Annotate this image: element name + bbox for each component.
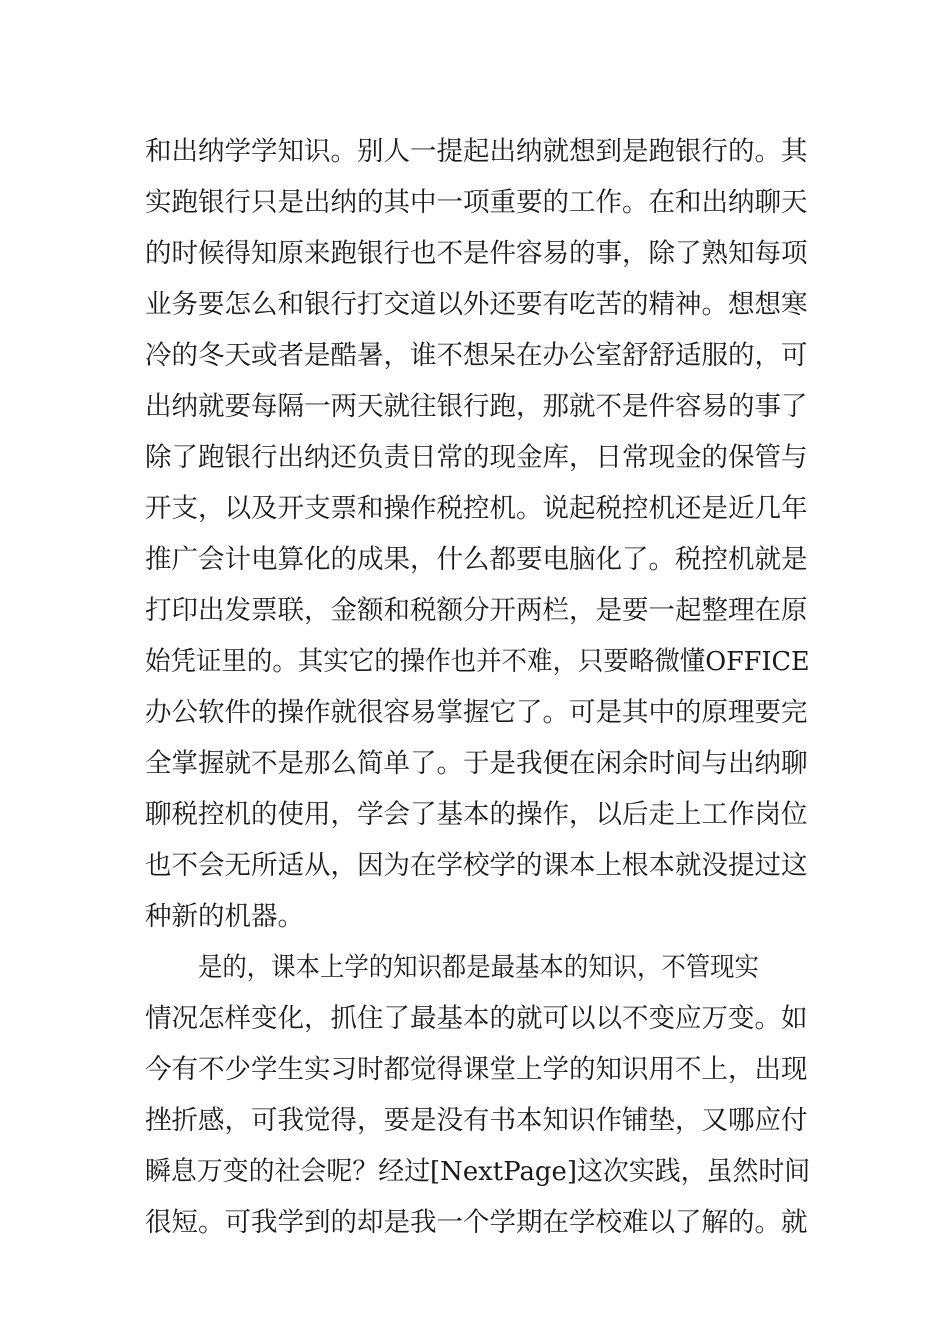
text-line: 是的，课本上学的知识都是最基本的知识，不管现实 xyxy=(198,952,759,983)
text-line: 除了跑银行出纳还负责日常的现金库，日常现金的保管与 xyxy=(145,442,808,473)
text-line: 出纳就要每隔一两天就往银行跑，那就不是件容易的事了 xyxy=(145,391,808,422)
text-line: 瞬息万变的社会呢？经过[NextPage]这次实践，虽然时间 xyxy=(145,1156,811,1187)
text-line: 推广会计电算化的成果，什么都要电脑化了。税控机就是 xyxy=(145,544,808,575)
text-line: 今有不少学生实习时都觉得课堂上学的知识用不上，出现 xyxy=(145,1054,808,1085)
text-line: 业务要怎么和银行打交道以外还要有吃苦的精神。想想寒 xyxy=(145,289,808,320)
text-line: 的时候得知原来跑银行也不是件容易的事，除了熟知每项 xyxy=(145,238,808,269)
text-line: 聊税控机的使用，学会了基本的操作，以后走上工作岗位 xyxy=(145,799,808,830)
text-line: 全掌握就不是那么简单了。于是我便在闲余时间与出纳聊 xyxy=(145,748,808,779)
text-line: 也不会无所适从，因为在学校学的课本上根本就没提过这 xyxy=(145,850,808,881)
text-line: 打印出发票联，金额和税额分开两栏，是要一起整理在原 xyxy=(145,595,808,626)
text-line: 始凭证里的。其实它的操作也并不难，只要略微懂OFFICE xyxy=(145,646,810,677)
text-line: 办公软件的操作就很容易掌握它了。可是其中的原理要完 xyxy=(145,697,808,728)
text-line: 实跑银行只是出纳的其中一项重要的工作。在和出纳聊天 xyxy=(145,187,808,218)
text-line: 和出纳学学知识。别人一提起出纳就想到是跑银行的。其 xyxy=(145,136,808,167)
text-line: 很短。可我学到的却是我一个学期在学校难以了解的。就 xyxy=(145,1207,808,1238)
text-line: 开支，以及开支票和操作税控机。说起税控机还是近几年 xyxy=(145,493,808,524)
text-line: 情况怎样变化，抓住了最基本的就可以以不变应万变。如 xyxy=(145,1003,808,1034)
text-line: 冷的冬天或者是酷暑，谁不想呆在办公室舒舒适服的，可 xyxy=(145,340,808,371)
text-line: 种新的机器。 xyxy=(145,901,304,932)
text-line: 挫折感，可我觉得，要是没有书本知识作铺垫，又哪应付 xyxy=(145,1105,808,1136)
